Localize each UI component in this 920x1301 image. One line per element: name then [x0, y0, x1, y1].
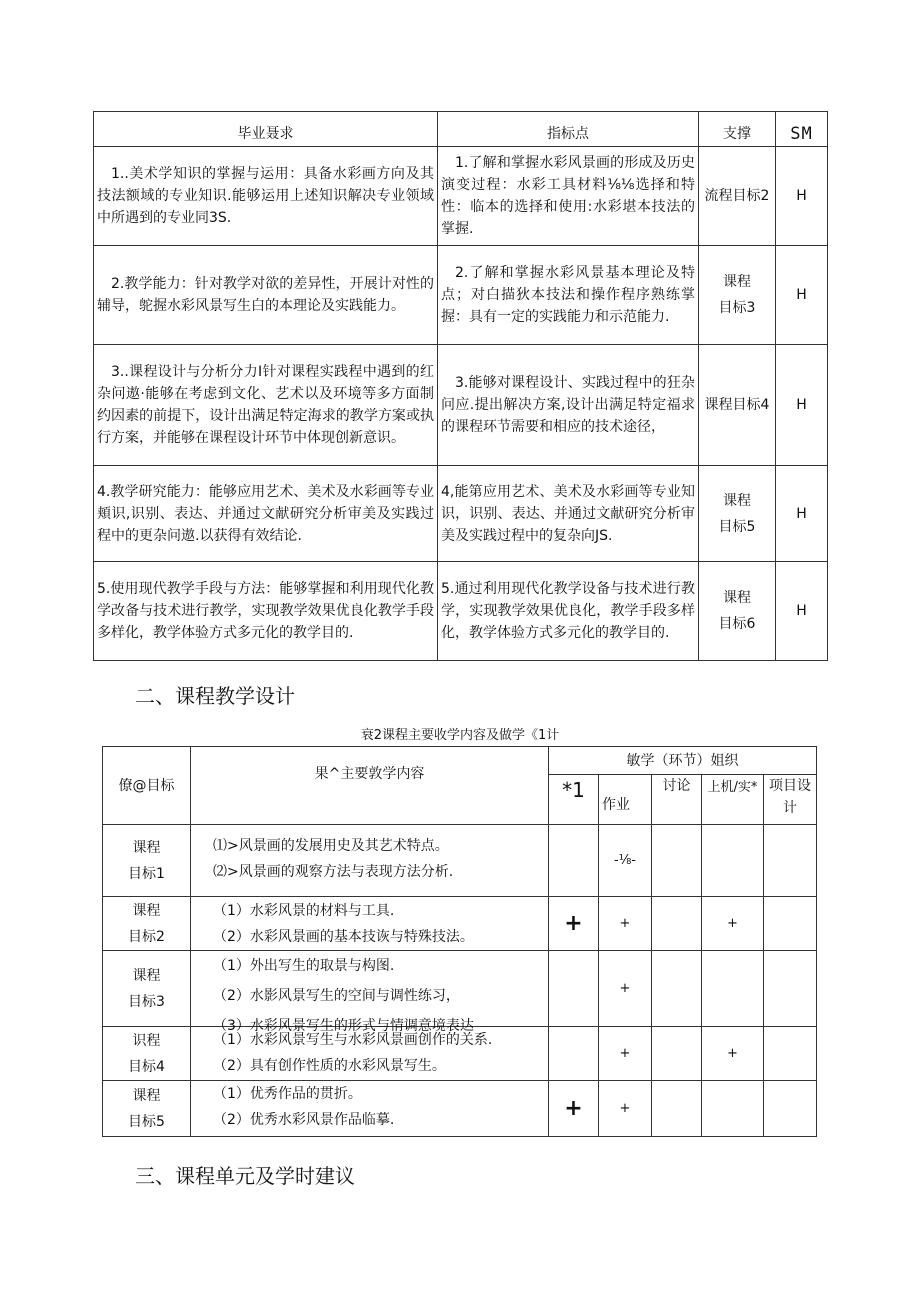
header-support: 支撑 [699, 112, 776, 147]
mark-lecture [549, 951, 599, 1027]
support-cell: 课程目标4 [699, 345, 776, 466]
requirement-cell: 1..美术学知识的掌握与运用：具备水彩画方向及其技法额域的专业知识.能够运用上述知识解决专业领域中所遇到的专业同3S. [94, 147, 438, 246]
header-indicator: 指标点 [438, 112, 699, 147]
header-homework: 作业 [599, 775, 652, 825]
mark-homework: -⅛- [599, 825, 652, 897]
level-cell: H [776, 345, 828, 466]
graduation-requirements-table [93, 111, 828, 661]
content-cell [191, 1081, 549, 1137]
mark-homework: + [599, 1081, 652, 1137]
mark-lab [702, 1081, 764, 1137]
requirement-cell: 3..课程设计与分析分力I针对课程实践程中遇到的红杂问遨·能够在考虑到文化、艺术以及环境等多方面制约因素的前提下，设计出满足特定海求的教学方案或执行方案，并能够在课程设计环节中体现创新意识。 [94, 345, 438, 466]
content-cell [191, 951, 549, 1034]
content-line: （1）水彩风景的材料与工具. [213, 903, 395, 919]
indicator-cell: 4,能第应用艺术、美术及水彩画等专业知识，识别、表达、并通过文献研究分析审美及实践过程中的复杂向JS. [438, 466, 699, 562]
goal-cell: 课程 目标1 [103, 825, 191, 897]
content-line: ⑵>风景画的观察方法与表现方法分析. [213, 864, 454, 880]
goal-cell: 课程 目标5 [103, 1081, 191, 1137]
mark-lecture [549, 825, 599, 897]
mark-lab: + [702, 1027, 764, 1081]
mark-discussion [652, 1081, 702, 1137]
goal-cell: 识程 目标4 [103, 1027, 191, 1081]
mark-lecture: + [549, 1081, 599, 1137]
header-lecture: *1 [549, 775, 599, 825]
header-requirement: 毕业聂求 [94, 112, 438, 147]
support-cell: 课程 目标5 [699, 466, 776, 562]
level-cell: H [776, 562, 828, 661]
content-line: （1）水彩风景写生与水彩风景画创作的关系. [213, 1032, 493, 1048]
header-goal: 僚@目标 [103, 747, 191, 825]
mark-homework: + [599, 1027, 652, 1081]
content-line: ⑴>风景画的发展用史及其艺术特点。 [213, 838, 449, 854]
content-cell [191, 897, 549, 951]
mark-discussion [652, 951, 702, 1027]
mark-project [764, 1027, 817, 1081]
mark-lab [702, 825, 764, 897]
goal-cell: 课程 目标3 [103, 951, 191, 1027]
mark-discussion [652, 897, 702, 951]
requirement-cell: 2.教学能力：针对教学对欲的差异性，开展计对性的辅导，鸵握水彩风景写生白的本理论及实践能力。 [94, 246, 438, 345]
support-cell: 课程 目标3 [699, 246, 776, 345]
header-lab: 上机/实* [702, 775, 764, 825]
content-line: （3）水彩风景写生的形式与情调意境表达 [213, 1018, 474, 1034]
mark-lab [702, 951, 764, 1027]
teaching-design-table [102, 746, 817, 1137]
mark-project [764, 1081, 817, 1137]
requirement-cell: 4.教学研究能力：能够应用艺术、美术及水彩画等专业頬识,识别、表达、并通过文献研究分析审美及实践过程中的更杂问遨.以获得有效结论. [94, 466, 438, 562]
header-level: SM [776, 112, 828, 147]
header-organization: 敏学（环节）姐织 [549, 747, 817, 775]
indicator-cell: 3.能够对课程设计、实践过程中的狂杂问应.提出解决方案,设计出满足特定福求的课程环节需要和相应的技术途径， [438, 345, 699, 466]
content-line: （1）优秀作品的贯折。 [213, 1086, 362, 1102]
level-cell: H [776, 246, 828, 345]
content-line: （1）外出写生的取景与构图. [213, 958, 395, 974]
section-title: 二、课程教学设计 [135, 684, 295, 708]
mark-project [764, 825, 817, 897]
level-cell: H [776, 147, 828, 246]
header-project: 项目设计 [764, 775, 817, 825]
mark-lecture: + [549, 897, 599, 951]
mark-discussion [652, 825, 702, 897]
mark-homework: + [599, 897, 652, 951]
header-content: 果^主要敦学内容 [191, 747, 549, 825]
table-caption: 衰2课程主要收学内容及做学《1计 [360, 728, 560, 743]
content-line: （2）水彩风景画的基本技诙与特殊技法。 [213, 929, 474, 945]
content-line: （2）具有创作性质的水彩风景写生。 [213, 1058, 446, 1074]
mark-lab: + [702, 897, 764, 951]
requirement-cell: 5.使用现代教学手段与方法：能够掌握和利用现代化教学改备与技术进行教学，实现教学效果优良化教学手段多样化，教学体验方式多元化的教学目的. [94, 562, 438, 661]
indicator-cell: 5.通过利用现代化教学设备与技术进行教学，实现教学效果优良化，教学手段多样化，教学体验方式多元化的教学目的. [438, 562, 699, 661]
mark-project [764, 897, 817, 951]
indicator-cell: 1.了解和掌握水彩风景画的形成及历史演变过程：水彩工具材料⅛⅛选择和特性：临本的选择和使用:水彩堪本技法的掌握. [438, 147, 699, 246]
mark-lecture [549, 1027, 599, 1081]
content-line: （2）优秀水彩风景作品临摹. [213, 1112, 395, 1128]
mark-discussion [652, 1027, 702, 1081]
content-cell [191, 1027, 549, 1081]
support-cell: 课程 目标6 [699, 562, 776, 661]
content-clip [213, 951, 548, 1034]
content-line: （2）水影风景写生的空间与调性练习， [213, 988, 460, 1004]
goal-cell: 课程 目标2 [103, 897, 191, 951]
mark-homework: + [599, 951, 652, 1027]
content-cell [191, 825, 549, 897]
support-cell: 流程目标2 [699, 147, 776, 246]
mark-project [764, 951, 817, 1027]
section-title: 三、课程单元及学时建议 [135, 1164, 355, 1188]
indicator-cell: 2.了解和掌握水彩风景基本理论及特点；对白描狄本技法和操作程序熟练掌握：具有一定的实践能力和示范能力. [438, 246, 699, 345]
header-discussion: 讨论 [652, 775, 702, 825]
level-cell: H [776, 466, 828, 562]
